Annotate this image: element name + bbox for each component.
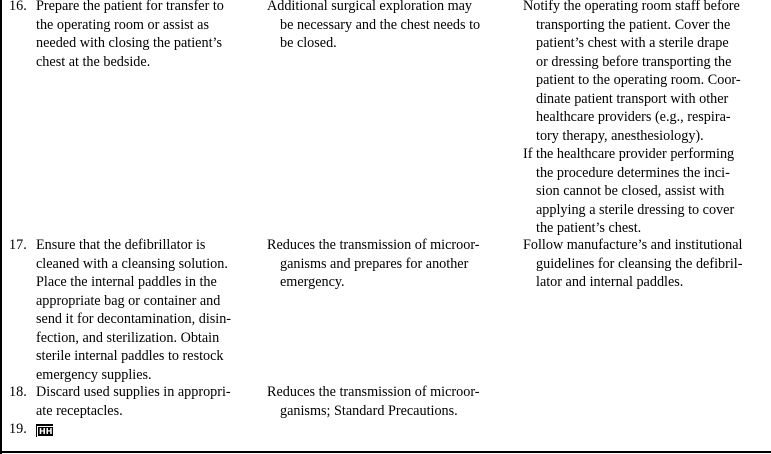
step-line: Prepare the patient for transfer to	[36, 0, 224, 14]
step-line: Discard used supplies in appropri-	[36, 384, 231, 400]
step-line: sterile internal paddles to restock	[36, 348, 224, 364]
step-cell	[9, 236, 259, 384]
special-line: sion cannot be closed, assist with	[536, 183, 725, 199]
special-line: patient to the operating room. Coor-	[536, 72, 741, 88]
step-line: the operating room or assist as	[36, 16, 209, 33]
rationale-line: emergency.	[280, 274, 345, 290]
table-left-rule	[0, 0, 2, 454]
rationale-line: ganisms and prepares for another	[280, 255, 469, 272]
step-line: chest at the bedside.	[36, 53, 151, 70]
step-line: cleaned with a cleansing solution.	[36, 255, 228, 272]
special-line: Notify the operating room staff before	[523, 0, 740, 14]
step-line: Ensure that the defibrillator is	[36, 237, 206, 253]
special-considerations-cell	[523, 236, 767, 292]
step-line: send it for decontamination, disin-	[36, 311, 232, 327]
special-line: lator and internal paddles.	[536, 274, 684, 290]
special-line: healthcare providers (e.g., respira-	[536, 109, 731, 125]
rationale-line: Reduces the transmission of microor-	[267, 384, 480, 400]
rationale-line: Reduces the transmission of microor-	[267, 237, 480, 253]
special-line: If the healthcare provider performing	[523, 146, 735, 162]
special-line: the patient’s chest.	[536, 220, 642, 236]
step-number: 16.	[9, 0, 27, 14]
step-cell	[9, 0, 259, 71]
step-number: 19.	[9, 421, 27, 437]
rationale-line: be closed.	[280, 35, 337, 51]
rationale-cell	[267, 236, 507, 292]
hand-hygiene-icon	[36, 424, 53, 437]
special-line: Follow manufacture’s and institutional	[523, 237, 743, 253]
special-line: transporting the patient. Cover the	[536, 16, 731, 33]
step-line: ate receptacles.	[36, 402, 123, 419]
step-line: fection, and sterilization. Obtain	[36, 329, 220, 346]
rationale-cell	[267, 383, 507, 420]
step-number: 17.	[9, 237, 27, 253]
special-line: tory therapy, anesthesiology).	[536, 127, 704, 144]
rationale-line: ganisms; Standard Precautions.	[280, 402, 458, 419]
step-number: 18.	[9, 384, 27, 400]
step-cell	[9, 383, 259, 420]
special-line: guidelines for cleansing the defibril-	[536, 255, 743, 272]
special-considerations-cell	[523, 0, 767, 238]
table-bottom-rule	[0, 451, 771, 453]
step-cell	[9, 420, 259, 439]
special-line: the procedure determines the inci-	[536, 164, 730, 181]
rationale-line: Additional surgical exploration may	[267, 0, 473, 14]
rationale-cell	[267, 0, 507, 53]
rationale-line: be necessary and the chest needs to	[280, 16, 481, 33]
special-line: applying a sterile dressing to cover	[536, 201, 735, 218]
special-line: patient’s chest with a sterile drape	[536, 35, 729, 51]
hand-hygiene-icon-label: HH	[39, 427, 53, 436]
step-line: appropriate bag or container and	[36, 292, 221, 309]
special-line: dinate patient transport with other	[536, 90, 729, 107]
step-line: emergency supplies.	[36, 366, 152, 383]
special-line: or dressing before transporting the	[536, 53, 732, 70]
step-line: Place the internal paddles in the	[36, 274, 217, 290]
step-line: needed with closing the patient’s	[36, 35, 222, 51]
